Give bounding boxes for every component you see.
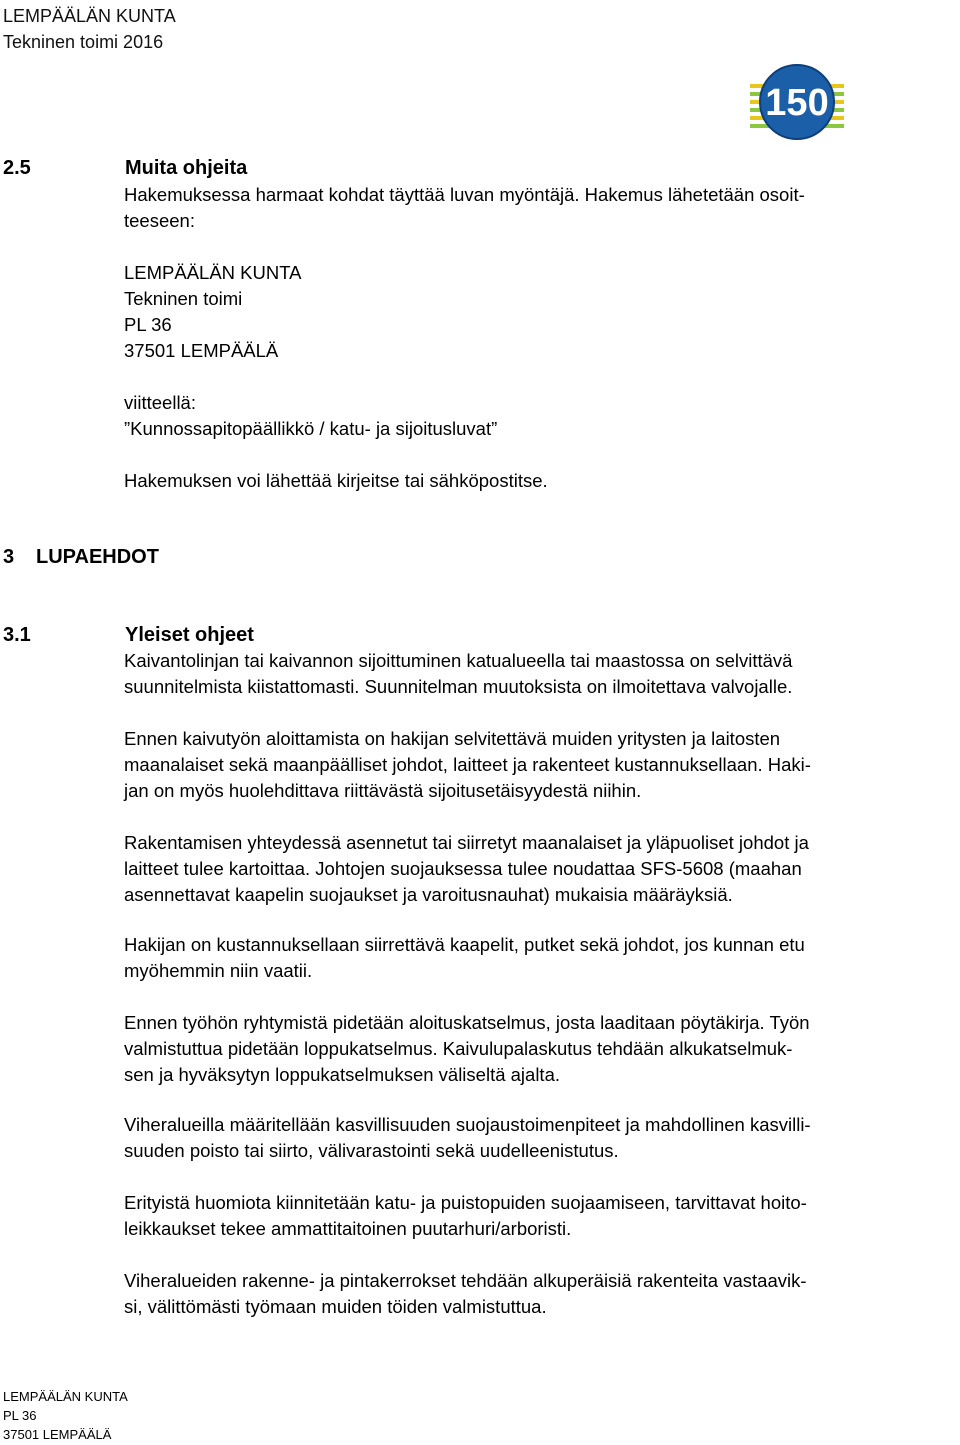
section-number: 3 [3, 546, 15, 568]
mailing-address: LEMPÄÄLÄN KUNTA Tekninen toimi PL 36 37501 LEMPÄÄLÄ [124, 262, 302, 361]
section-title: LUPAEHDOT [36, 546, 159, 568]
section-number: 2.5 [3, 157, 31, 179]
section-number: 3.1 [3, 624, 31, 646]
paragraph: Hakijan on kustannuksellaan siirrettävä kaapelit, putket sekä johdot, jos kunnan etu myöhemmin niin vaatii. [124, 934, 805, 981]
section-2-5-intro: Hakemuksessa harmaat kohdat täyttää luvan myöntäjä. Hakemus lähetetään osoit- teeseen: [124, 184, 805, 231]
paragraph: Rakentamisen yhteydessä asennetut tai siirretyt maanalaiset ja yläpuoliset johdot ja laitteet tulee kartoittaa. Johtojen suojauksessa tulee noudattaa SFS-5608 (maahan asennettavat kaapelin suojaukset ja varoitusnauhat) mukaisia määräyksiä. [124, 832, 809, 905]
header-organization: LEMPÄÄLÄN KUNTA [3, 6, 176, 26]
paragraph: Erityistä huomiota kiinnitetään katu- ja puistopuiden suojaamiseen, tarvittavat hoito- leikkaukset tekee ammattitaitoinen puutarhuri/arboristi. [124, 1192, 807, 1239]
reference-note: viitteellä: ”Kunnossapitopäällikkö / katu- ja sijoitusluvat” [124, 392, 498, 439]
delivery-note: Hakemuksen voi lähettää kirjeitse tai sähköpostitse. [124, 470, 548, 491]
logo-150-icon [748, 62, 846, 142]
section-title: Yleiset ohjeet [125, 624, 254, 646]
paragraph: Kaivantolinjan tai kaivannon sijoittuminen katualueella tai maastossa on selvittävä suunnitelmista kiistattomasti. Suunnitelman muutoksista on ilmoitettava valvojalle. [124, 650, 793, 697]
paragraph: Viheralueilla määritellään kasvillisuuden suojaustoimenpiteet ja mahdollinen kasvilli- suuden poisto tai siirto, välivarastointi sekä uudelleenistutus. [124, 1114, 811, 1161]
header-subtitle: Tekninen toimi 2016 [3, 32, 164, 52]
section-3-heading [3, 544, 159, 570]
paragraph: Ennen kaivutyön aloittamista on hakijan selvitettävä muiden yritysten ja laitosten maanalaiset sekä maanpäälliset johdot, laitteet ja rakenteet kustannuksellaan. Haki- jan on myös huolehdittava riittävästä sijoitusetäisyydestä niihin. [124, 728, 811, 801]
anniversary-logo [748, 62, 846, 142]
paragraph: Viheralueiden rakenne- ja pintakerrokset tehdään alkuperäisiä rakenteita vastaavik- si, välittömästi työmaan muiden töiden valmistuttua. [124, 1270, 807, 1317]
section-2-5-heading [3, 155, 247, 181]
footer-address: LEMPÄÄLÄN KUNTA PL 36 37501 LEMPÄÄLÄ [3, 1389, 128, 1442]
section-3-1-heading [3, 622, 254, 648]
paragraph: Ennen työhön ryhtymistä pidetään aloituskatselmus, josta laaditaan pöytäkirja. Työn valmistuttua pidetään loppukatselmus. Kaivulupalaskutus tehdään alkukatselmuk- sen ja hyväksytyn loppukatselmuksen väliseltä ajalta. [124, 1012, 810, 1085]
section-title: Muita ohjeita [125, 157, 248, 179]
logo-text: 150 [765, 82, 829, 124]
